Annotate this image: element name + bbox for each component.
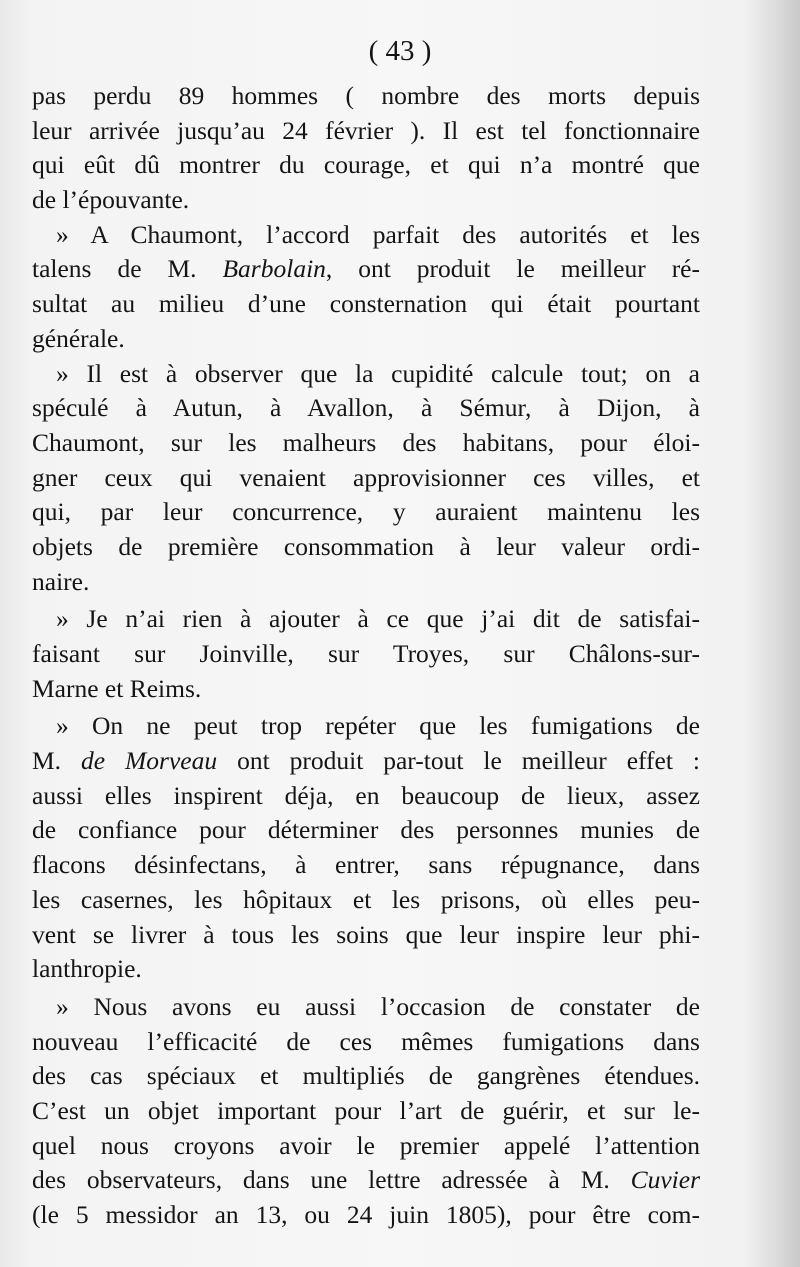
paragraph-gangrenes bbox=[32, 990, 700, 1233]
text-line: de confiance pour déterminer des personnes munies de bbox=[32, 815, 700, 845]
text-line: quel nous croyons avoir le premier appelé l’attention bbox=[32, 1130, 700, 1160]
text-line: objets de première consommation à leur valeur ordi- bbox=[32, 531, 700, 561]
text-line: leur arrivée jusqu’au 24 février ). Il est tel fonctionnaire bbox=[32, 115, 700, 145]
paragraph-cupidite bbox=[32, 357, 700, 600]
text-line: aussi elles inspirent déja, en beaucoup de lieux, assez bbox=[32, 780, 700, 810]
text-line: flacons désinfectans, à entrer, sans répugnance, dans bbox=[32, 850, 700, 880]
text-line: Chaumont, sur les malheurs des habitans, pour éloi- bbox=[32, 427, 700, 457]
text-line: M. de Morveau ont produit par-tout le meilleur effet : bbox=[32, 746, 700, 776]
body-text bbox=[32, 79, 700, 1233]
text-line: qui eût dû montrer du courage, et qui n’a montré que bbox=[32, 150, 700, 180]
text-line: spéculé à Autun, à Avallon, à Sémur, à Dijon, à bbox=[32, 393, 700, 423]
text-line: faisant sur Joinville, sur Troyes, sur Châlons-sur- bbox=[32, 639, 700, 668]
paragraph-fumigations bbox=[32, 709, 700, 987]
name-cuvier: Cuvier bbox=[630, 1165, 700, 1195]
text-line: sultat au milieu d’une consternation qui était pourtant bbox=[32, 289, 700, 319]
text-line: pas perdu 89 hommes ( nombre des morts depuis bbox=[32, 81, 700, 110]
text-line: vent se livrer à tous les soins que leur inspire leur phi- bbox=[32, 919, 700, 949]
text-line: C’est un objet important pour l’art de guérir, et sur le- bbox=[32, 1095, 700, 1125]
text-line: générale. bbox=[32, 323, 125, 353]
paragraph-continuation bbox=[32, 79, 700, 218]
text-line: de l’épouvante. bbox=[32, 185, 190, 215]
text-line: » On ne peut trop repéter que les fumigations de bbox=[56, 711, 700, 741]
name-de-morveau: de Morveau bbox=[81, 746, 218, 776]
text-line: » Nous avons eu aussi l’occasion de constater de bbox=[56, 991, 700, 1021]
text-line: des cas spéciaux et multipliés de gangrènes étendues. bbox=[32, 1061, 700, 1091]
text-line: les casernes, les hôpitaux et les prisons, où elles peu- bbox=[32, 884, 700, 914]
text-line: talens de M. Barbolain, ont produit le meilleur ré- bbox=[32, 254, 700, 284]
text-line: » A Chaumont, l’accord parfait des autorités et les bbox=[56, 219, 700, 249]
paragraph-joinville bbox=[32, 602, 700, 706]
paragraph-chaumont bbox=[32, 218, 700, 357]
text-line: (le 5 messidor an 13, ou 24 juin 1805), pour être com- bbox=[32, 1200, 700, 1229]
text-line: naire. bbox=[32, 566, 90, 596]
text-line: nouveau l’efficacité de ces mêmes fumigations dans bbox=[32, 1026, 700, 1056]
text-line: gner ceux qui venaient approvisionner ces villes, et bbox=[32, 462, 700, 492]
name-barbolain: Barbolain bbox=[222, 254, 326, 284]
text-line: lanthropie. bbox=[32, 954, 142, 984]
text-line: qui, par leur concurrence, y auraient maintenu les bbox=[32, 497, 700, 527]
text-line: Marne et Reims. bbox=[32, 673, 202, 703]
text-line: » Je n’ai rien à ajouter à ce que j’ai dit de satisfai- bbox=[56, 604, 700, 634]
page-number: ( 43 ) bbox=[368, 35, 432, 67]
text-line: » Il est à observer que la cupidité calcule tout; on a bbox=[56, 358, 700, 388]
text-line: des observateurs, dans une lettre adressée à M. Cuvier bbox=[32, 1165, 700, 1195]
